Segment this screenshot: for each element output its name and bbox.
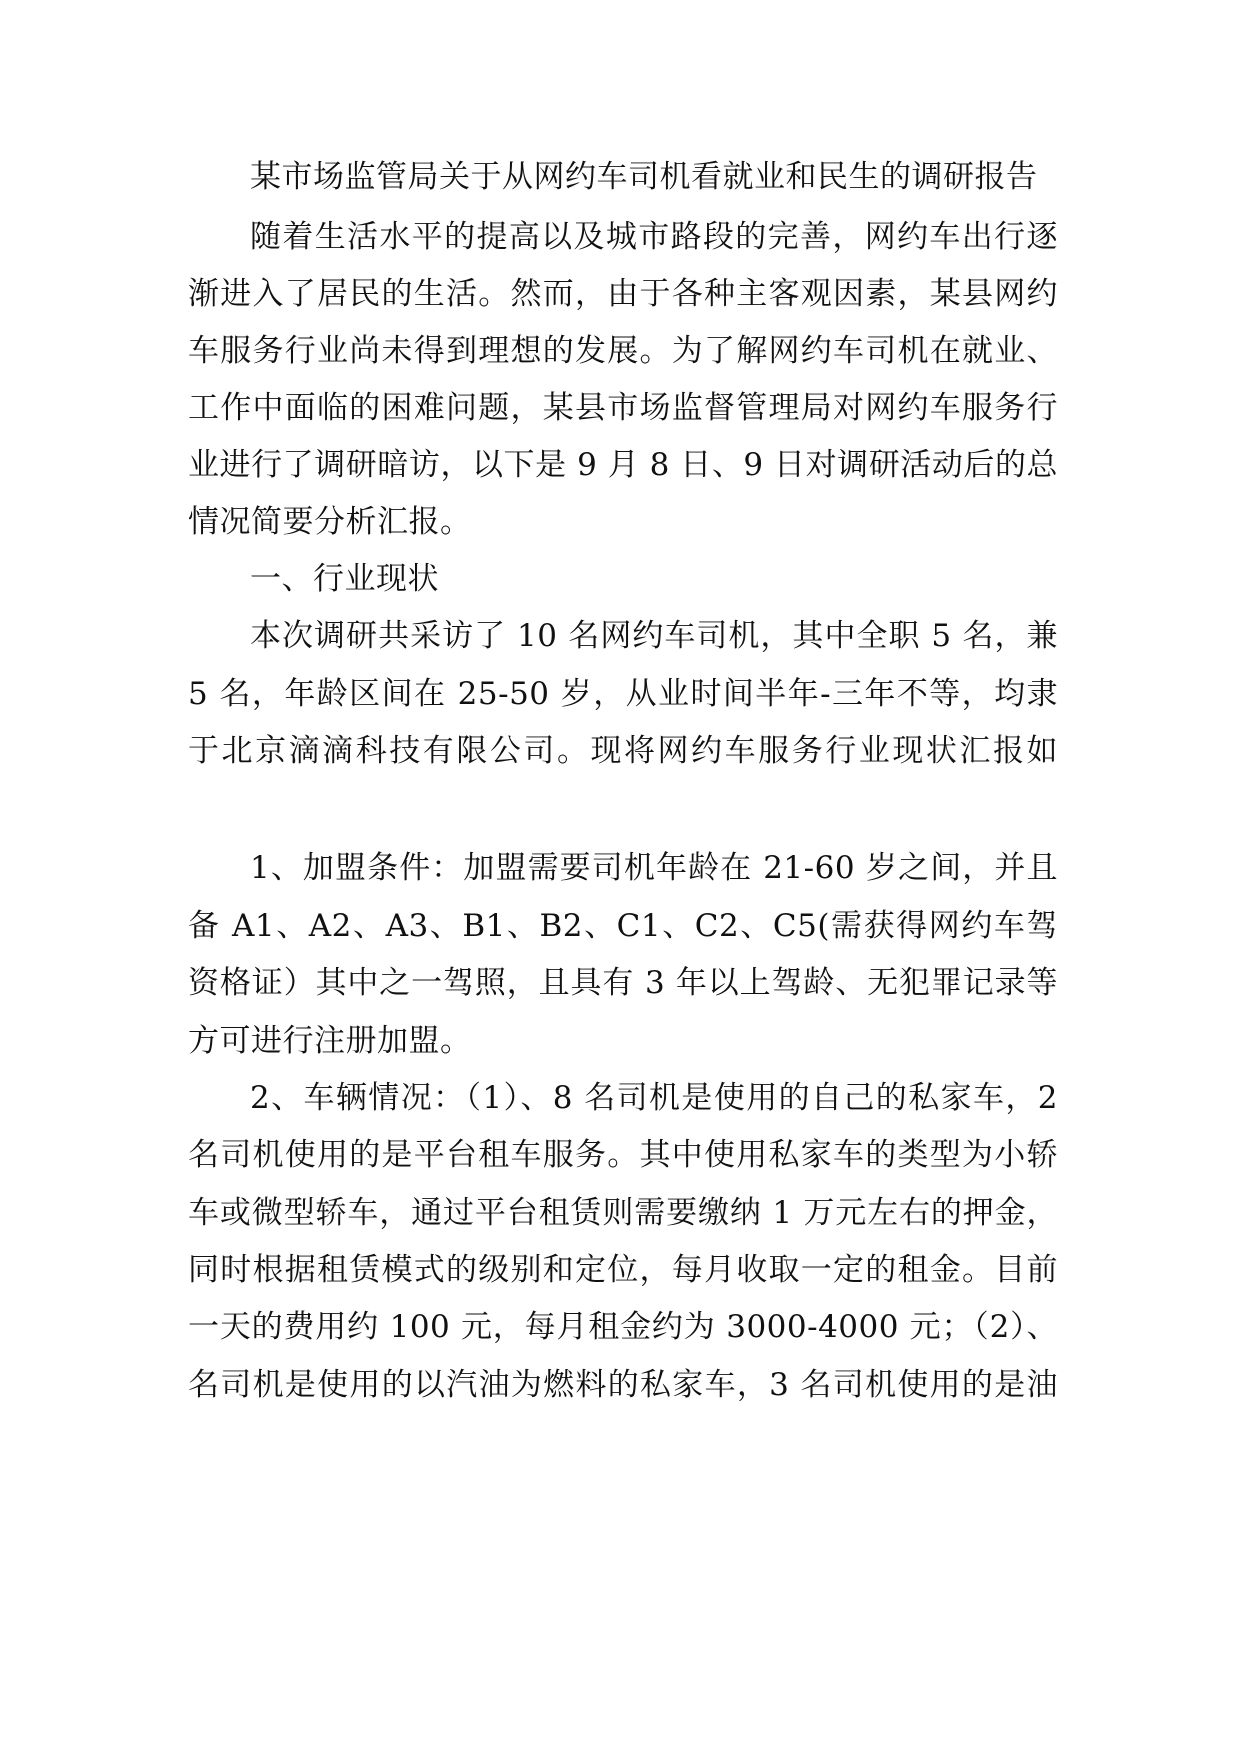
paragraph-line: 业进行了调研暗访，以下是 9 月 8 日、9 日对调研活动后的总: [188, 447, 1058, 483]
paragraph-line: 名司机是使用的以汽油为燃料的私家车，3 名司机使用的是油: [188, 1367, 1058, 1403]
paragraph-line: 车服务行业尚未得到理想的发展。为了解网约车司机在就业、: [188, 333, 1058, 369]
paragraph-line: 方可进行注册加盟。: [188, 1023, 472, 1059]
paragraph-line: 资格证）其中之一驾照，且具有 3 年以上驾龄、无犯罪记录等: [188, 965, 1058, 1001]
paragraph-line: 同时根据租赁模式的级别和定位，每月收取一定的租金。目前: [188, 1252, 1058, 1288]
document-title: 某市场监管局关于从网约车司机看就业和民生的调研报告: [250, 159, 1038, 195]
paragraph-line: 备 A1、A2、A3、B1、B2、C1、C2、C5(需获得网约车驾: [188, 908, 1058, 944]
paragraph-line: 本次调研共采访了 10 名网约车司机，其中全职 5 名，兼: [250, 618, 1058, 654]
paragraph-line: 情况简要分析汇报。: [188, 504, 472, 540]
paragraph-line: 工作中面临的困难问题，某县市场监督管理局对网约车服务行: [188, 390, 1058, 426]
section-heading: 一、行业现状: [250, 561, 439, 597]
paragraph-line: 随着生活水平的提高以及城市路段的完善，网约车出行逐: [250, 219, 1058, 255]
paragraph-line: 渐进入了居民的生活。然而，由于各种主客观因素，某县网约: [188, 276, 1058, 312]
paragraph-line: 于北京滴滴科技有限公司。现将网约车服务行业现状汇报如: [188, 733, 1058, 769]
paragraph-line: 车或微型轿车，通过平台租赁则需要缴纳 1 万元左右的押金，: [188, 1195, 1058, 1231]
paragraph-line: 2、车辆情况：（1）、8 名司机是使用的自己的私家车，2: [250, 1080, 1058, 1116]
paragraph-line: 一天的费用约 100 元，每月租金约为 3000-4000 元；（2）、: [188, 1309, 1058, 1345]
paragraph-line: 1、加盟条件：加盟需要司机年龄在 21-60 岁之间，并且: [250, 850, 1058, 886]
paragraph-line: 名司机使用的是平台租车服务。其中使用私家车的类型为小轿: [188, 1137, 1058, 1173]
paragraph-line: 5 名，年龄区间在 25-50 岁，从业时间半年-三年不等，均隶: [188, 676, 1058, 712]
